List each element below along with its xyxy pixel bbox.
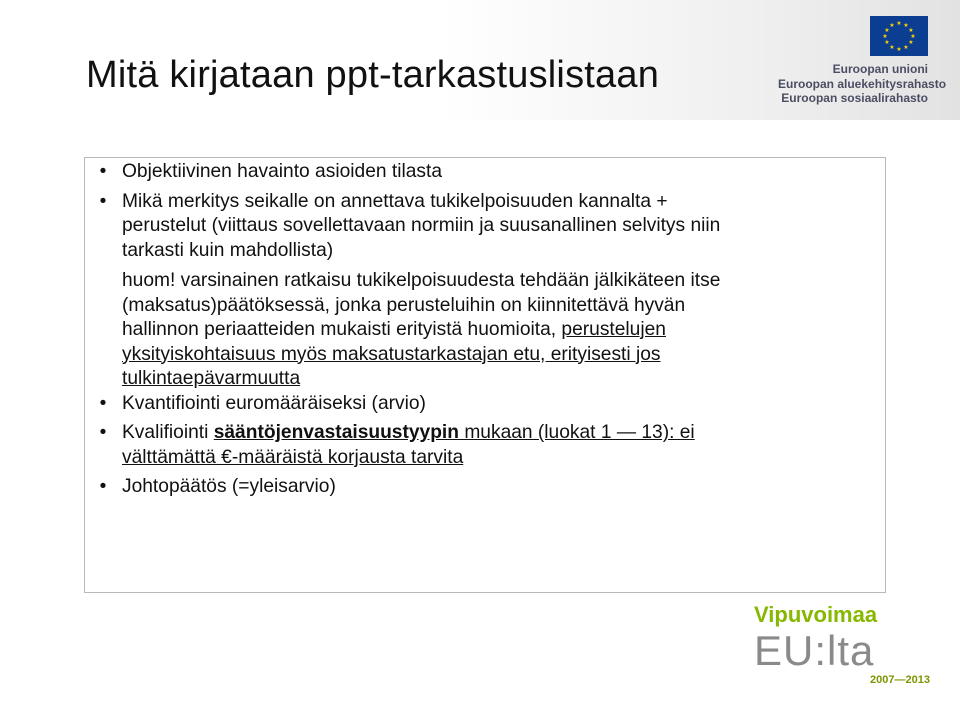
bullet-icon: • [99,422,107,443]
item-text: Kvalifiointi [122,422,214,443]
eu-flag-icon [870,16,928,56]
page-title: Mitä kirjataan ppt-tarkastuslistaan [86,54,660,96]
item-text-line: Mikä merkitys seikalle on annettava tukikelpoisuuden kannalta + [122,190,668,212]
bullet-icon: • [99,476,107,497]
eu-lta-text: EU:lta [754,627,875,674]
bullet-icon: • [99,161,107,182]
item-text: Johtopäätös (=yleisarvio) [122,476,336,497]
vipuvoimaa-text: Vipuvoimaa [754,602,878,627]
svg-text:★: ★ [903,22,909,29]
bullet-list [84,160,844,500]
underlined-text: perustelujen [561,319,666,340]
svg-text:★: ★ [910,33,916,40]
item-text-line: hallinnon periaatteiden mukaisti erityistä huomioita, [122,319,562,340]
list-item [84,421,844,470]
list-item [84,475,844,500]
svg-text:★: ★ [896,20,902,27]
item-text-line: huom! varsinainen ratkaisu tukikelpoisuudesta tehdään jälkikäteen itse [122,270,721,291]
bullet-icon: • [99,190,107,212]
svg-text:★: ★ [884,27,890,34]
bullet-icon: • [99,392,107,414]
svg-text:★: ★ [882,33,888,40]
bold-underlined-text: sääntöjenvastaisuustyypin [213,422,459,443]
svg-text:★: ★ [908,27,914,34]
list-item [84,392,844,417]
years-text: 2007—2013 [870,674,930,686]
svg-text:★: ★ [903,44,909,51]
eu-logo-line1: Euroopan unioni [832,62,928,76]
underlined-text: välttämättä €-määräistä korjausta tarvita [122,446,464,468]
list-item [84,160,844,185]
svg-text:★: ★ [889,44,895,51]
list-item-note [84,269,844,392]
item-text-line: (maksatus)päätöksessä, jonka perusteluihin on kiinnitettävä hyvän [122,294,686,316]
underlined-text: mukaan (luokat 1 — 13): ei [458,422,695,443]
list-item [84,190,844,264]
svg-text:★: ★ [908,39,914,46]
vipuvoimaa-logo [754,604,944,700]
svg-text:★: ★ [889,22,895,29]
underlined-text: yksityiskohtaisuus myös maksatustarkastajan etu, erityisesti jos [122,343,661,365]
eu-logo-line2: Euroopan aluekehitysrahasto [778,76,947,91]
item-text-line: tarkasti kuin mahdollista) [122,239,334,261]
item-text: Kvantifiointi euromääräiseksi (arvio) [122,392,426,414]
item-text: Objektiivinen havainto asioiden tilasta [122,161,442,182]
svg-text:★: ★ [896,46,902,53]
item-text-line: perustelut (viittaus sovellettavaan normiin ja suusanallinen selvitys niin [122,215,721,236]
svg-text:★: ★ [884,39,890,46]
underlined-text: tulkintaepävarmuutta [122,368,301,389]
eu-logo-line3: Euroopan sosiaalirahasto [781,91,928,105]
eu-logo [778,16,947,108]
